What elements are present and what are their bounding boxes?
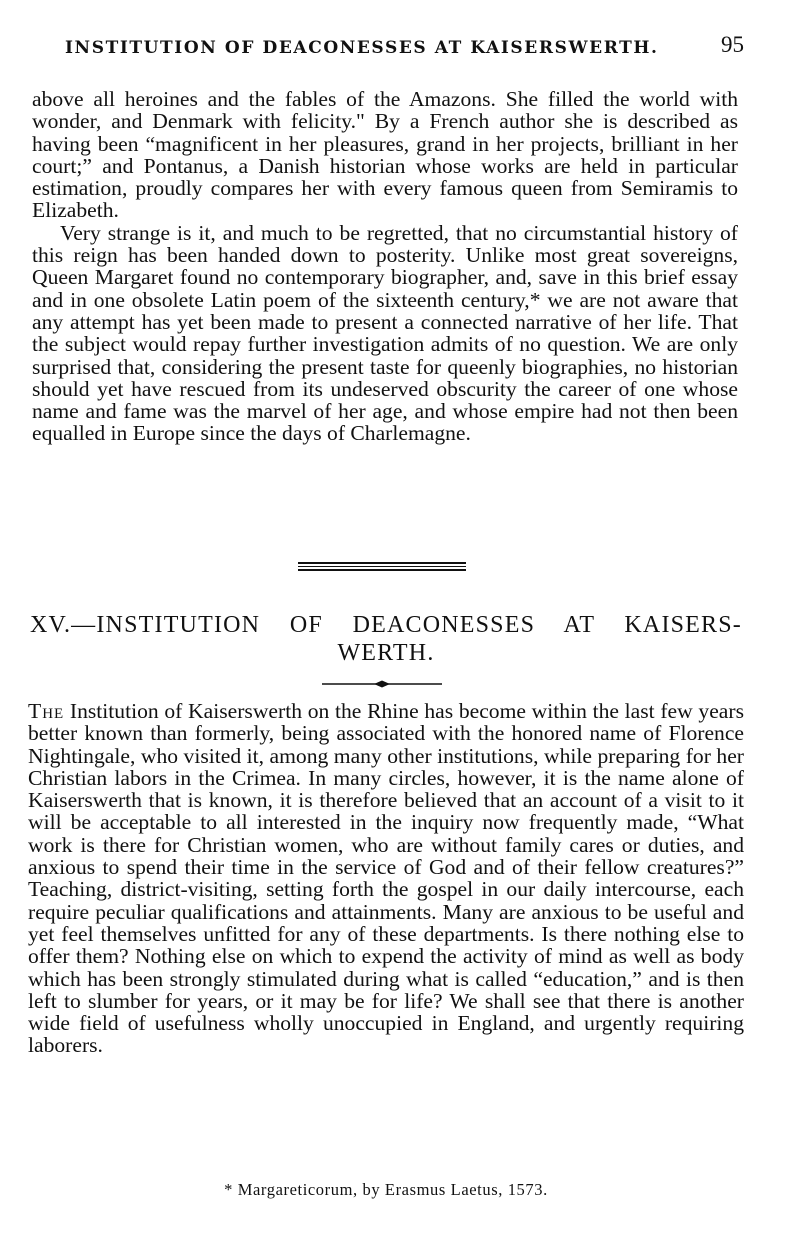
previous-article-text [32,88,738,445]
section-body [28,700,744,1057]
section-title [30,611,742,667]
running-title: INSTITUTION OF DEACONESSES AT KAISERSWERTH. [65,38,659,58]
section-title-line1: XV.—INSTITUTION OF DEACONESSES AT KAISERS- [30,612,742,638]
paragraph: above all heroines and the fables of the Amazons. She filled the world with wonder, and Denmark with felicity." By a French author she is described as having been “magnificent in her pleasures, grand in her projects, brilliant in her court;” and Pontanus, a Danish historian whose works are held in particular estimation, proudly compares her with every famous queen from Semiramis to Elizabeth. [32,87,738,223]
body-text: Institution of Kaiserswerth on the Rhine has become within the last few years better known than formerly, being associated with the honored name of Florence Nightingale, who visited it, among many other institutions, while preparing for her Christian labors in the Crimea. In many circles, however, it is the name alone of Kaiserswerth that is known, it is therefore believed that an account of a visit to it will be acceptable to all interested in the inquiry now frequently made, “What work is there for Christian women, who are without family cares or duties, and anxious to spend their time in the service of God and of their fellow creatures?” Teaching, district-visiting, setting forth the gospel in our daily intercourse, each require peculiar qualifications and attainments. Many are anxious to be useful and yet feel themselves unfitted for any of these departments. Is there nothing else to offer them? Nothing else on which to expend the activity of mind as well as body which has been strongly stimulated during what is called “education,” and is then left to slumber for years, or it may be for life? We shall see that there is another wide field of usefulness wholly unoccupied in England, and urgently requiring laborers. [28,699,744,1058]
running-head [30,0,742,60]
opening-word: The [28,699,65,723]
page-number: 95 [721,32,744,57]
page [28,0,744,1199]
paragraph: Very strange is it, and much to be regretted, that no circumstantial history of this reign has been handed down to posterity. Unlike most great sovereigns, Queen Margaret found no contemporary biographer, and, save in this brief essay and in one obsolete Latin poem of the sixteenth century,* we are not aware that any attempt has yet been made to present a connected narrative of her life. That the subject would repay further investigation admits of no question. We are only surprised that, considering the present taste for queenly biographies, no historian should yet have rescued from its undeserved obscurity the career of one whose name and fame was the marvel of her age, and whose empire had not then been equalled in Europe since the days of Charlemagne. [32,220,738,446]
paragraph [28,700,744,1057]
footnote: * Margareticorum, by Erasmus Laetus, 1573. [224,1180,548,1199]
section-divider [298,562,466,573]
ornament-rule-icon [322,679,442,689]
section-title-line2: WERTH. [337,640,435,666]
